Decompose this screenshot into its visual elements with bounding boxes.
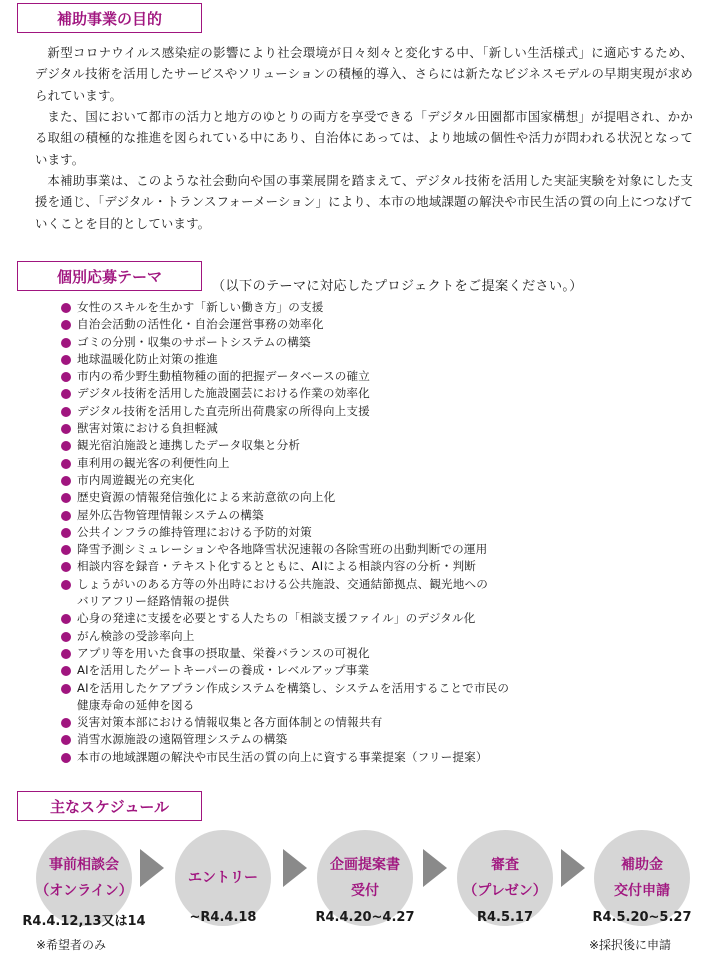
arrow-icon xyxy=(561,849,585,887)
theme-item xyxy=(61,731,621,748)
schedule-flow xyxy=(0,820,720,960)
theme-item xyxy=(61,455,621,472)
theme-item xyxy=(61,368,621,385)
theme-text: デジタル技術を活用した直売所出荷農家の所得向上支援 xyxy=(77,403,370,418)
theme-item xyxy=(61,610,621,627)
theme-text: ゴミの分別・収集のサポートシステムの構築 xyxy=(77,334,311,349)
theme-item xyxy=(61,489,621,506)
bullet-icon xyxy=(61,389,71,399)
schedule-step-line2: （プレゼン） xyxy=(463,883,547,899)
theme-text: 災害対策本部における情報収集と各方面体制との情報共有 xyxy=(77,715,383,730)
themes-note: （以下のテーマに対応したプロジェクトをご提案ください。） xyxy=(212,279,583,294)
schedule-date: R4.5.20~5.27 xyxy=(592,910,692,925)
schedule-note: ※希望者のみ xyxy=(36,938,107,952)
bullet-icon xyxy=(61,528,71,538)
theme-item xyxy=(61,628,621,645)
theme-text: 車利用の観光客の利便性向上 xyxy=(77,455,230,470)
bullet-icon xyxy=(61,718,71,728)
theme-item xyxy=(61,714,621,731)
bullet-icon xyxy=(61,407,71,417)
theme-list xyxy=(61,299,621,766)
theme-item xyxy=(61,645,621,662)
theme-text: アプリ等を用いた食事の摂取量、栄養バランスの可視化 xyxy=(77,645,370,660)
theme-item xyxy=(61,316,621,333)
schedule-step-line1: 審査 xyxy=(491,857,519,873)
themes-section-title: 個別応募テーマ xyxy=(17,261,202,291)
theme-text: デジタル技術を活用した施設園芸における作業の効率化 xyxy=(77,386,370,401)
theme-item xyxy=(61,680,621,715)
theme-text: 観光宿泊施設と連携したデータ収集と分析 xyxy=(77,438,301,453)
purpose-paragraph-1: 新型コロナウイルス感染症の影響により社会環境が日々刻々と変化する中、「新しい生活様式」に適応するため、デジタル技術を活用したサービスやソリューションの積極的導入、さらには新たなビジネスモデルの早期実現が求められています。 xyxy=(35,45,693,103)
purpose-paragraph-2: また、国において都市の活力と地方のゆとりの両方を享受できる「デジタル田園都市国家構想」が提唱され、かかる取組の積極的な推進を図られている中にあり、自治体にあっては、より地域の個性や活力が問われる状況となっています。 xyxy=(35,109,693,167)
theme-text: 公共インフラの維持管理における予防的対策 xyxy=(77,524,312,539)
purpose-section-title: 補助事業の目的 xyxy=(17,3,202,33)
theme-text: 女性のスキルを生かす「新しい働き方」の支援 xyxy=(77,300,324,314)
arrow-icon xyxy=(283,849,307,887)
theme-text: AIを活用したゲートキーパーの養成・レベルアップ事業 xyxy=(77,663,370,678)
schedule-step-line2: 交付申請 xyxy=(614,883,670,899)
bullet-icon xyxy=(61,511,71,521)
theme-item xyxy=(61,662,621,679)
schedule-note: ※採択後に申請 xyxy=(589,938,672,952)
theme-item xyxy=(61,507,621,524)
theme-item xyxy=(61,437,621,454)
bullet-icon xyxy=(61,372,71,382)
purpose-paragraph-3: 本補助事業は、このような社会動向や国の事業展開を踏まえて、デジタル技術を活用した実証実験を対象にした支援を通じ、「デジタル・トランスフォーメーション」により、本市の地域課題の解決や市民生活の質の向上につなげていくことを目的としています。 xyxy=(35,173,694,231)
schedule-step-line1: 事前相談会 xyxy=(49,857,119,873)
theme-text: 地球温暖化防止対策の推進 xyxy=(77,351,218,366)
theme-text: 市内の希少野生動植物種の面的把握データベースの確立 xyxy=(77,369,371,384)
schedule-step-line2: （オンライン） xyxy=(35,883,133,899)
schedule-date: R4.4.20~4.27 xyxy=(315,910,415,925)
schedule-step-line1: エントリー xyxy=(188,870,258,886)
bullet-icon xyxy=(61,666,71,676)
theme-text: しょうがいのある方等の外出時における公共施設、交通結節拠点、観光地への バリアフリー経路情報の提供 xyxy=(77,576,489,609)
arrow-icon xyxy=(140,849,164,887)
schedule-section-title: 主なスケジュール xyxy=(17,791,202,821)
bullet-icon xyxy=(61,632,71,642)
theme-item xyxy=(61,299,621,316)
bullet-icon xyxy=(61,459,71,469)
bullet-icon xyxy=(61,493,71,503)
bullet-icon xyxy=(61,441,71,451)
bullet-icon xyxy=(61,562,71,572)
theme-text: 本市の地域課題の解決や市民生活の質の向上に資する事業提案（フリー提案） xyxy=(77,749,488,764)
schedule-date: R4.4.12,13又は14 xyxy=(22,914,146,929)
bullet-icon xyxy=(61,338,71,348)
bullet-icon xyxy=(61,580,71,590)
schedule-step-line1: 補助金 xyxy=(621,857,663,873)
theme-item xyxy=(61,749,621,766)
bullet-icon xyxy=(61,649,71,659)
theme-item xyxy=(61,472,621,489)
theme-text: 降雪予測シミュレーションや各地降雪状況速報の各除雪班の出動判断での運用 xyxy=(77,542,488,557)
bullet-icon xyxy=(61,303,71,313)
theme-item xyxy=(61,420,621,437)
bullet-icon xyxy=(61,684,71,694)
theme-text: 自治会活動の活性化・自治会運営事務の効率化 xyxy=(77,317,324,332)
theme-text: 市内周遊観光の充実化 xyxy=(77,472,195,487)
theme-text: 獣害対策における負担軽減 xyxy=(77,421,218,436)
theme-text: 相談内容を録音・テキスト化するとともに、AIによる相談内容の分析・判断 xyxy=(77,559,476,574)
bullet-icon xyxy=(61,753,71,763)
theme-text: 歴史資源の情報発信強化による来訪意欲の向上化 xyxy=(77,490,336,505)
theme-item xyxy=(61,524,621,541)
theme-item xyxy=(61,351,621,368)
theme-item xyxy=(61,576,621,611)
theme-item xyxy=(61,334,621,351)
schedule-step-line2: 受付 xyxy=(351,883,379,899)
theme-text: 屋外広告物管理情報システムの構築 xyxy=(77,507,264,522)
theme-text: 心身の発達に支援を必要とする人たちの「相談支援ファイル」のデジタル化 xyxy=(77,611,476,626)
bullet-icon xyxy=(61,476,71,486)
arrow-icon xyxy=(423,849,447,887)
theme-item xyxy=(61,541,621,558)
bullet-icon xyxy=(61,355,71,365)
bullet-icon xyxy=(61,424,71,434)
theme-text: 消雪水源施設の遠隔管理システムの構築 xyxy=(77,732,288,747)
schedule-date: R4.5.17 xyxy=(476,910,534,925)
theme-text: がん検診の受診率向上 xyxy=(77,628,195,643)
theme-item xyxy=(61,385,621,402)
theme-item xyxy=(61,403,621,420)
bullet-icon xyxy=(61,614,71,624)
theme-text: AIを活用したケアプラン作成システムを構築し、システムを活用することで市民の 健康寿命の延伸を図る xyxy=(77,680,510,712)
bullet-icon xyxy=(61,545,71,555)
theme-item xyxy=(61,558,621,575)
schedule-step-line1: 企画提案書 xyxy=(330,857,400,873)
bullet-icon xyxy=(61,735,71,745)
bullet-icon xyxy=(61,320,71,330)
schedule-date: ~R4.4.18 xyxy=(189,910,257,925)
